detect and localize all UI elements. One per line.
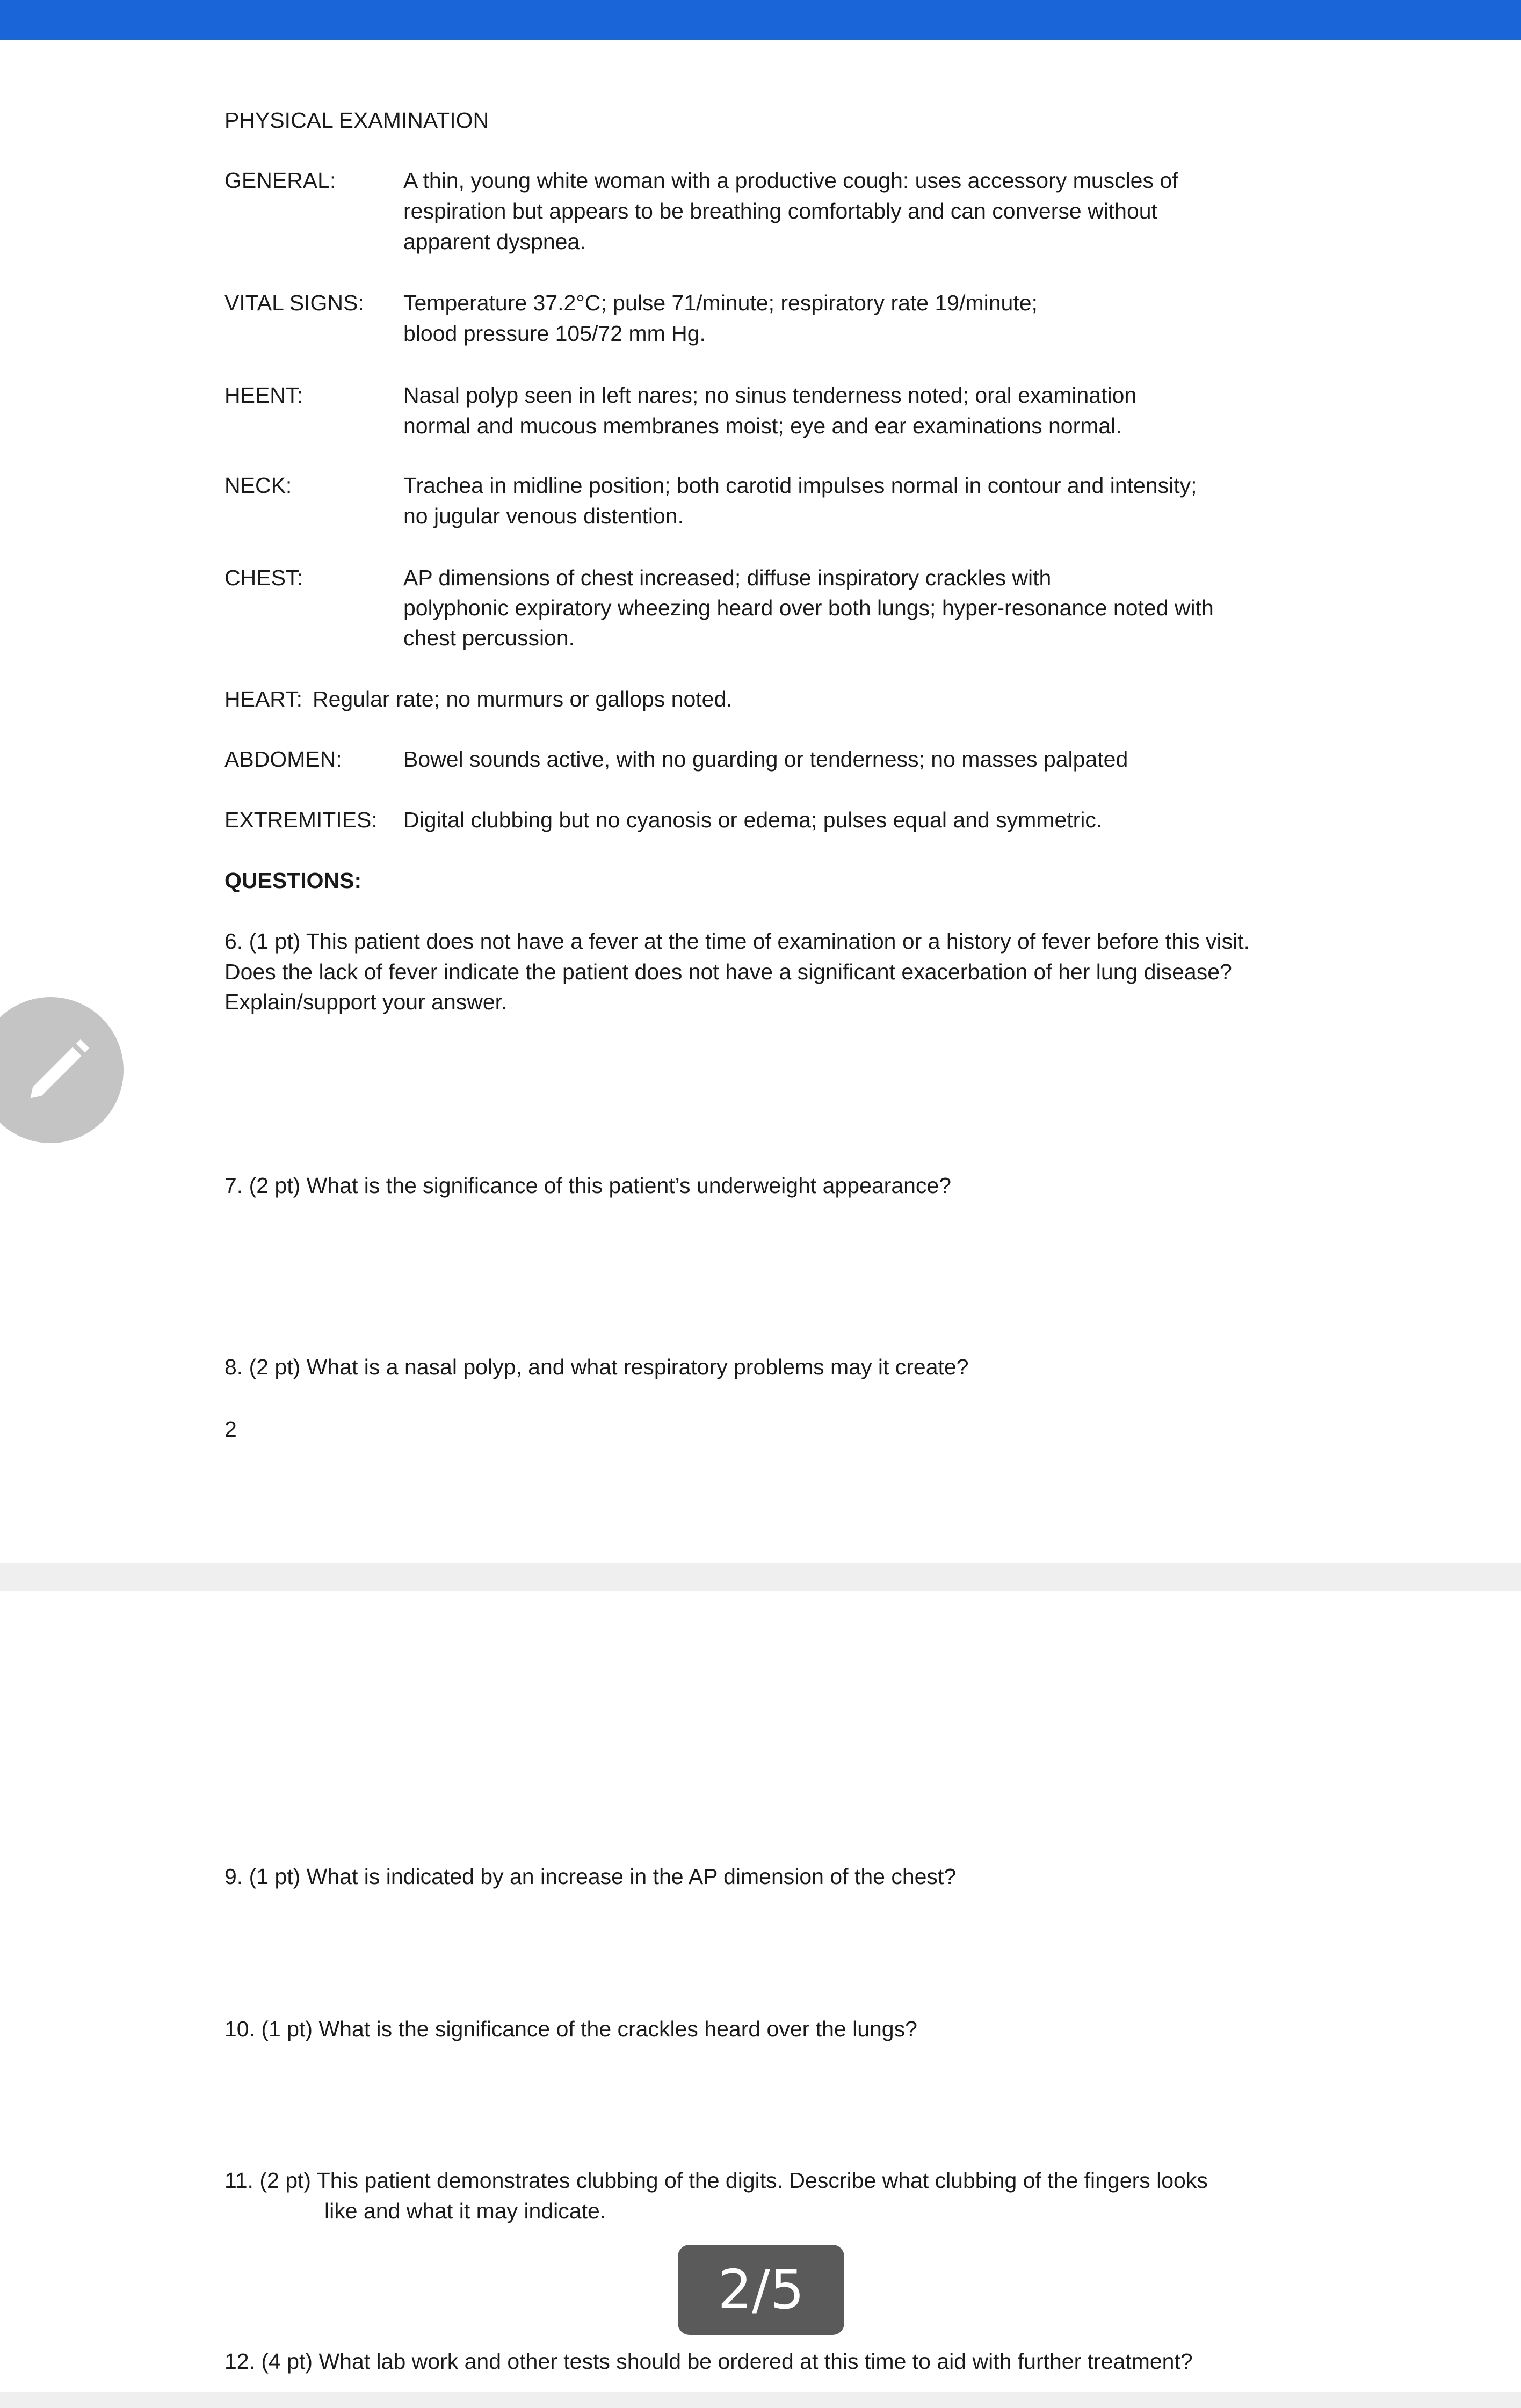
exam-label-heent: HEENT: [224, 383, 303, 408]
page-indicator: 2/5 [678, 2245, 844, 2335]
exam-text-line: blood pressure 105/72 mm Hg. [403, 321, 706, 346]
question-11-line: like and what it may indicate. [324, 2199, 606, 2223]
exam-text-line: polyphonic expiratory wheezing heard over both lungs; hyper-resonance noted with [403, 595, 1214, 620]
exam-text-line: no jugular venous distention. [403, 504, 684, 528]
question-9: 9. (1 pt) What is indicated by an increase in the AP dimension of the chest? [224, 1864, 957, 1889]
top-bar [0, 0, 1521, 40]
exam-text-line: respiration but appears to be breathing comfortably and can converse without [403, 199, 1157, 223]
question-6-line: Explain/support your answer. [224, 990, 508, 1014]
exam-label-heart: HEART: [224, 687, 303, 711]
exam-label-general: GENERAL: [224, 168, 336, 193]
page-number: 2 [224, 1417, 237, 1442]
exam-label-chest: CHEST: [224, 565, 303, 590]
exam-text-line: normal and mucous membranes moist; eye and ear examinations normal. [403, 413, 1122, 438]
exam-text-line: Regular rate; no murmurs or gallops noted. [313, 687, 733, 711]
page-separator-bottom [0, 2392, 1521, 2408]
exam-text-line: Bowel sounds active, with no guarding or tenderness; no masses palpated [403, 747, 1128, 772]
exam-text-line: A thin, young white woman with a productive cough: uses accessory muscles of [403, 168, 1178, 193]
exam-text-line: Digital clubbing but no cyanosis or edema; pulses equal and symmetric. [403, 807, 1103, 832]
question-11: 11. (2 pt) This patient demonstrates clubbing of the digits. Describe what clubbing of the fingers looks [224, 2168, 1208, 2193]
question-7: 7. (2 pt) What is the significance of this patient’s underweight appearance? [224, 1173, 952, 1198]
exam-text-line: Nasal polyp seen in left nares; no sinus tenderness noted; oral examination [403, 383, 1137, 408]
exam-text-line: apparent dyspnea. [403, 229, 586, 254]
section-title: PHYSICAL EXAMINATION [224, 108, 489, 133]
question-8: 8. (2 pt) What is a nasal polyp, and what respiratory problems may it create? [224, 1355, 969, 1379]
exam-text-line: AP dimensions of chest increased; diffuse inspiratory crackles with [403, 565, 1052, 590]
exam-label-extremities: EXTREMITIES: [224, 807, 378, 832]
exam-text-line: Trachea in midline position; both carotid impulses normal in contour and intensity; [403, 473, 1197, 498]
exam-text-line: Temperature 37.2°C; pulse 71/minute; respiratory rate 19/minute; [403, 290, 1038, 315]
question-6-line: Does the lack of fever indicate the patient does not have a significant exacerbation of her lung disease? [224, 959, 1232, 984]
question-6: 6. (1 pt) This patient does not have a fever at the time of examination or a history of fever before this visit. [224, 929, 1250, 954]
exam-label-neck: NECK: [224, 473, 292, 498]
questions-title: QUESTIONS: [224, 868, 362, 893]
edit-button[interactable] [0, 997, 124, 1143]
exam-label-abdomen: ABDOMEN: [224, 747, 342, 772]
question-10: 10. (1 pt) What is the significance of the crackles heard over the lungs? [224, 2017, 917, 2041]
exam-label-vital-signs: VITAL SIGNS: [224, 290, 364, 315]
pencil-icon [21, 1032, 96, 1108]
page-separator [0, 1563, 1521, 1591]
question-12: 12. (4 pt) What lab work and other tests should be ordered at this time to aid with further treatment? [224, 2349, 1193, 2374]
exam-text-line: chest percussion. [403, 625, 575, 650]
